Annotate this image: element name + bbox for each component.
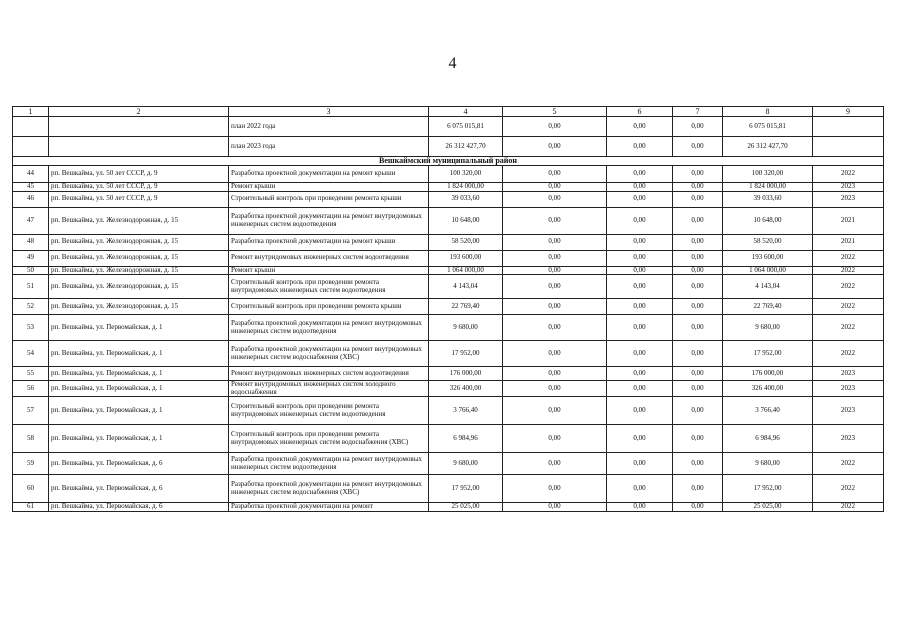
row-number-cell: 49 xyxy=(13,250,49,266)
year-cell: 2022 xyxy=(813,341,884,367)
table-row xyxy=(13,341,884,367)
year-cell: 2022 xyxy=(813,503,884,512)
value-cell-c4: 3 766,40 xyxy=(429,397,503,425)
row-number-cell xyxy=(13,137,49,157)
value-cell-c4: 193 600,00 xyxy=(429,250,503,266)
row-number-cell: 57 xyxy=(13,397,49,425)
value-cell-c5: 0,00 xyxy=(503,117,607,137)
value-cell-c6: 0,00 xyxy=(607,117,673,137)
table-body xyxy=(13,107,884,512)
section-row xyxy=(13,157,884,166)
value-cell-c6: 0,00 xyxy=(607,266,673,275)
address-cell: рп. Вешкайма, ул. Железнодорожная, д. 15 xyxy=(49,207,229,234)
year-cell: 2023 xyxy=(813,381,884,397)
work-type-cell: Разработка проектной документации на ремонт крыши xyxy=(229,166,429,183)
address-cell: рп. Вешкайма, ул. Железнодорожная, д. 15 xyxy=(49,275,229,299)
value-cell-c5: 0,00 xyxy=(503,367,607,381)
address-cell: рп. Вешкайма, ул. Железнодорожная, д. 15 xyxy=(49,266,229,275)
year-cell: 2022 xyxy=(813,453,884,475)
column-header-2: 2 xyxy=(49,107,229,117)
row-number-cell: 46 xyxy=(13,191,49,207)
work-type-cell: Строительный контроль при проведении ремонта внутридомовых инженерных систем водоотведения xyxy=(229,397,429,425)
value-cell-c4: 10 648,00 xyxy=(429,207,503,234)
value-cell-c5: 0,00 xyxy=(503,299,607,315)
value-cell-c6: 0,00 xyxy=(607,234,673,250)
column-header-4: 4 xyxy=(429,107,503,117)
table-row xyxy=(13,503,884,512)
value-cell-c4: 326 400,00 xyxy=(429,381,503,397)
value-cell-c5: 0,00 xyxy=(503,425,607,453)
value-cell-c6: 0,00 xyxy=(607,315,673,341)
value-cell-c4: 176 000,00 xyxy=(429,367,503,381)
row-number-cell: 44 xyxy=(13,166,49,183)
value-cell-c5: 0,00 xyxy=(503,503,607,512)
address-cell: рп. Вешкайма, ул. Железнодорожная, д. 15 xyxy=(49,250,229,266)
value-cell-c7: 0,00 xyxy=(673,207,723,234)
row-number-cell: 56 xyxy=(13,381,49,397)
value-cell-c8: 17 952,00 xyxy=(723,475,813,503)
work-type-cell: Строительный контроль при проведении ремонта крыши xyxy=(229,191,429,207)
row-number-cell: 53 xyxy=(13,315,49,341)
row-number-cell: 48 xyxy=(13,234,49,250)
value-cell-c6: 0,00 xyxy=(607,475,673,503)
row-number-cell: 59 xyxy=(13,453,49,475)
value-cell-c7: 0,00 xyxy=(673,397,723,425)
column-header-1: 1 xyxy=(13,107,49,117)
column-number-header xyxy=(13,107,884,117)
value-cell-c4: 9 680,00 xyxy=(429,315,503,341)
year-cell: 2021 xyxy=(813,207,884,234)
value-cell-c8: 17 952,00 xyxy=(723,341,813,367)
work-type-cell: Разработка проектной документации на ремонт внутридомовых инженерных систем водоотведения xyxy=(229,207,429,234)
column-header-6: 6 xyxy=(607,107,673,117)
value-cell-c5: 0,00 xyxy=(503,166,607,183)
value-cell-c6: 0,00 xyxy=(607,166,673,183)
table-row xyxy=(13,315,884,341)
value-cell-c6: 0,00 xyxy=(607,381,673,397)
year-cell: 2022 xyxy=(813,315,884,341)
table-row xyxy=(13,275,884,299)
work-type-cell: Строительный контроль при проведении ремонта внутридомовых инженерных систем водоотведения xyxy=(229,275,429,299)
value-cell-c5: 0,00 xyxy=(503,315,607,341)
row-number-cell: 47 xyxy=(13,207,49,234)
value-cell-c8: 4 143,04 xyxy=(723,275,813,299)
value-cell-c7: 0,00 xyxy=(673,341,723,367)
table-row xyxy=(13,207,884,234)
value-cell-c7: 0,00 xyxy=(673,191,723,207)
year-cell: 2023 xyxy=(813,191,884,207)
value-cell-c7: 0,00 xyxy=(673,381,723,397)
year-cell: 2022 xyxy=(813,275,884,299)
table-row xyxy=(13,266,884,275)
row-number-cell: 52 xyxy=(13,299,49,315)
value-cell-c8: 10 648,00 xyxy=(723,207,813,234)
value-cell-c5: 0,00 xyxy=(503,250,607,266)
value-cell-c7: 0,00 xyxy=(673,475,723,503)
address-cell: рп. Вешкайма, ул. Железнодорожная, д. 15 xyxy=(49,234,229,250)
column-header-9: 9 xyxy=(813,107,884,117)
value-cell-c7: 0,00 xyxy=(673,503,723,512)
plan-row xyxy=(13,117,884,137)
value-cell-c6: 0,00 xyxy=(607,397,673,425)
value-cell-c6: 0,00 xyxy=(607,137,673,157)
page-number: 4 xyxy=(448,55,457,72)
year-cell: 2023 xyxy=(813,183,884,192)
value-cell-c8: 193 600,00 xyxy=(723,250,813,266)
work-type-cell: Разработка проектной документации на ремонт внутридомовых инженерных систем водоснабжения (ХВС) xyxy=(229,475,429,503)
table-row xyxy=(13,453,884,475)
work-type-cell: Ремонт внутридомовых инженерных систем водоотведения xyxy=(229,367,429,381)
table-row xyxy=(13,234,884,250)
value-cell-c7: 0,00 xyxy=(673,137,723,157)
value-cell-c8: 176 000,00 xyxy=(723,367,813,381)
work-type-cell: Строительный контроль при проведении ремонта крыши xyxy=(229,299,429,315)
year-cell: 2023 xyxy=(813,397,884,425)
value-cell-c5: 0,00 xyxy=(503,381,607,397)
work-type-cell: Ремонт крыши xyxy=(229,183,429,192)
address-cell: рп. Вешкайма, ул. Первомайская, д. 1 xyxy=(49,341,229,367)
value-cell-c8: 26 312 427,70 xyxy=(723,137,813,157)
work-type-cell: Разработка проектной документации на ремонт внутридомовых инженерных систем водоснабжения (ХВС) xyxy=(229,341,429,367)
value-cell-c4: 26 312 427,70 xyxy=(429,137,503,157)
value-cell-c6: 0,00 xyxy=(607,299,673,315)
year-cell: 2022 xyxy=(813,299,884,315)
work-type-cell: Разработка проектной документации на ремонт внутридомовых инженерных систем водоотведения xyxy=(229,315,429,341)
work-type-cell: Ремонт внутридомовых инженерных систем холодного водоснабжения xyxy=(229,381,429,397)
year-cell: 2022 xyxy=(813,266,884,275)
row-number-cell: 54 xyxy=(13,341,49,367)
value-cell-c4: 6 984,96 xyxy=(429,425,503,453)
plan-label-cell: план 2022 года xyxy=(229,117,429,137)
value-cell-c5: 0,00 xyxy=(503,275,607,299)
value-cell-c8: 100 320,00 xyxy=(723,166,813,183)
value-cell-c7: 0,00 xyxy=(673,453,723,475)
capital-repair-table xyxy=(12,106,884,512)
value-cell-c8: 1 064 000,00 xyxy=(723,266,813,275)
work-type-cell: Ремонт внутридомовых инженерных систем водоотведения xyxy=(229,250,429,266)
value-cell-c9 xyxy=(813,117,884,137)
value-cell-c4: 17 952,00 xyxy=(429,475,503,503)
value-cell-c8: 39 033,60 xyxy=(723,191,813,207)
row-number-cell xyxy=(13,117,49,137)
column-header-3: 3 xyxy=(229,107,429,117)
value-cell-c6: 0,00 xyxy=(607,250,673,266)
work-type-cell: Строительный контроль при проведении ремонта внутридомовых инженерных систем водоснабжения (ХВС) xyxy=(229,425,429,453)
row-number-cell: 58 xyxy=(13,425,49,453)
address-cell: рп. Вешкайма, ул. Первомайская, д. 1 xyxy=(49,367,229,381)
address-cell: рп. Вешкайма, ул. Первомайская, д. 6 xyxy=(49,475,229,503)
address-cell: рп. Вешкайма, ул. 50 лет СССР, д. 9 xyxy=(49,166,229,183)
year-cell: 2023 xyxy=(813,425,884,453)
value-cell-c4: 17 952,00 xyxy=(429,341,503,367)
table-row xyxy=(13,381,884,397)
work-type-cell: Разработка проектной документации на ремонт крыши xyxy=(229,234,429,250)
value-cell-c7: 0,00 xyxy=(673,183,723,192)
value-cell-c4: 22 769,40 xyxy=(429,299,503,315)
value-cell-c6: 0,00 xyxy=(607,341,673,367)
value-cell-c6: 0,00 xyxy=(607,183,673,192)
value-cell-c7: 0,00 xyxy=(673,117,723,137)
value-cell-c8: 9 680,00 xyxy=(723,453,813,475)
address-cell: рп. Вешкайма, ул. 50 лет СССР, д. 9 xyxy=(49,191,229,207)
value-cell-c5: 0,00 xyxy=(503,137,607,157)
work-type-cell: Разработка проектной документации на ремонт xyxy=(229,503,429,512)
address-cell: рп. Вешкайма, ул. 50 лет СССР, д. 9 xyxy=(49,183,229,192)
value-cell-c5: 0,00 xyxy=(503,183,607,192)
address-cell: рп. Вешкайма, ул. Первомайская, д. 1 xyxy=(49,315,229,341)
address-cell: рп. Вешкайма, ул. Первомайская, д. 1 xyxy=(49,425,229,453)
plan-row xyxy=(13,137,884,157)
address-cell: рп. Вешкайма, ул. Первомайская, д. 1 xyxy=(49,381,229,397)
year-cell: 2022 xyxy=(813,475,884,503)
address-cell: рп. Вешкайма, ул. Железнодорожная, д. 15 xyxy=(49,299,229,315)
value-cell-c7: 0,00 xyxy=(673,266,723,275)
value-cell-c6: 0,00 xyxy=(607,275,673,299)
value-cell-c7: 0,00 xyxy=(673,234,723,250)
row-number-cell: 51 xyxy=(13,275,49,299)
work-type-cell: Ремонт крыши xyxy=(229,266,429,275)
value-cell-c5: 0,00 xyxy=(503,475,607,503)
address-cell: рп. Вешкайма, ул. Первомайская, д. 6 xyxy=(49,453,229,475)
address-cell xyxy=(49,137,229,157)
value-cell-c5: 0,00 xyxy=(503,341,607,367)
table-row xyxy=(13,397,884,425)
value-cell-c8: 3 766,40 xyxy=(723,397,813,425)
value-cell-c6: 0,00 xyxy=(607,425,673,453)
row-number-cell: 61 xyxy=(13,503,49,512)
value-cell-c4: 1 824 000,00 xyxy=(429,183,503,192)
table-row xyxy=(13,425,884,453)
value-cell-c4: 100 320,00 xyxy=(429,166,503,183)
work-type-cell: Разработка проектной документации на ремонт внутридомовых инженерных систем водоотведения xyxy=(229,453,429,475)
address-cell: рп. Вешкайма, ул. Первомайская, д. 1 xyxy=(49,397,229,425)
address-cell xyxy=(49,117,229,137)
value-cell-c8: 326 400,00 xyxy=(723,381,813,397)
value-cell-c7: 0,00 xyxy=(673,367,723,381)
value-cell-c7: 0,00 xyxy=(673,250,723,266)
value-cell-c7: 0,00 xyxy=(673,299,723,315)
column-header-8: 8 xyxy=(723,107,813,117)
value-cell-c4: 58 520,00 xyxy=(429,234,503,250)
value-cell-c5: 0,00 xyxy=(503,207,607,234)
value-cell-c5: 0,00 xyxy=(503,397,607,425)
value-cell-c8: 6 075 015,81 xyxy=(723,117,813,137)
value-cell-c8: 58 520,00 xyxy=(723,234,813,250)
table-row xyxy=(13,166,884,183)
row-number-cell: 45 xyxy=(13,183,49,192)
value-cell-c8: 9 680,00 xyxy=(723,315,813,341)
value-cell-c8: 6 984,96 xyxy=(723,425,813,453)
table-row xyxy=(13,183,884,192)
year-cell: 2022 xyxy=(813,166,884,183)
plan-label-cell: план 2023 года xyxy=(229,137,429,157)
value-cell-c6: 0,00 xyxy=(607,453,673,475)
value-cell-c8: 25 025,00 xyxy=(723,503,813,512)
value-cell-c4: 9 680,00 xyxy=(429,453,503,475)
table-row xyxy=(13,475,884,503)
value-cell-c4: 4 143,04 xyxy=(429,275,503,299)
address-cell: рп. Вешкайма, ул. Первомайская, д. 6 xyxy=(49,503,229,512)
value-cell-c4: 39 033,60 xyxy=(429,191,503,207)
section-title: Вешкаймский муниципальный район xyxy=(13,157,884,166)
table-row xyxy=(13,367,884,381)
value-cell-c7: 0,00 xyxy=(673,275,723,299)
value-cell-c5: 0,00 xyxy=(503,191,607,207)
value-cell-c6: 0,00 xyxy=(607,191,673,207)
value-cell-c7: 0,00 xyxy=(673,166,723,183)
value-cell-c6: 0,00 xyxy=(607,207,673,234)
table-row xyxy=(13,250,884,266)
value-cell-c6: 0,00 xyxy=(607,503,673,512)
year-cell: 2021 xyxy=(813,234,884,250)
table-row xyxy=(13,299,884,315)
value-cell-c9 xyxy=(813,137,884,157)
value-cell-c8: 1 824 000,00 xyxy=(723,183,813,192)
table-row xyxy=(13,191,884,207)
column-header-5: 5 xyxy=(503,107,607,117)
value-cell-c7: 0,00 xyxy=(673,425,723,453)
row-number-cell: 55 xyxy=(13,367,49,381)
value-cell-c4: 25 025,00 xyxy=(429,503,503,512)
row-number-cell: 60 xyxy=(13,475,49,503)
value-cell-c7: 0,00 xyxy=(673,315,723,341)
value-cell-c5: 0,00 xyxy=(503,266,607,275)
value-cell-c5: 0,00 xyxy=(503,453,607,475)
row-number-cell: 50 xyxy=(13,266,49,275)
value-cell-c4: 6 075 015,81 xyxy=(429,117,503,137)
year-cell: 2022 xyxy=(813,250,884,266)
year-cell: 2023 xyxy=(813,367,884,381)
value-cell-c4: 1 064 000,00 xyxy=(429,266,503,275)
value-cell-c5: 0,00 xyxy=(503,234,607,250)
value-cell-c8: 22 769,40 xyxy=(723,299,813,315)
column-header-7: 7 xyxy=(673,107,723,117)
value-cell-c6: 0,00 xyxy=(607,367,673,381)
